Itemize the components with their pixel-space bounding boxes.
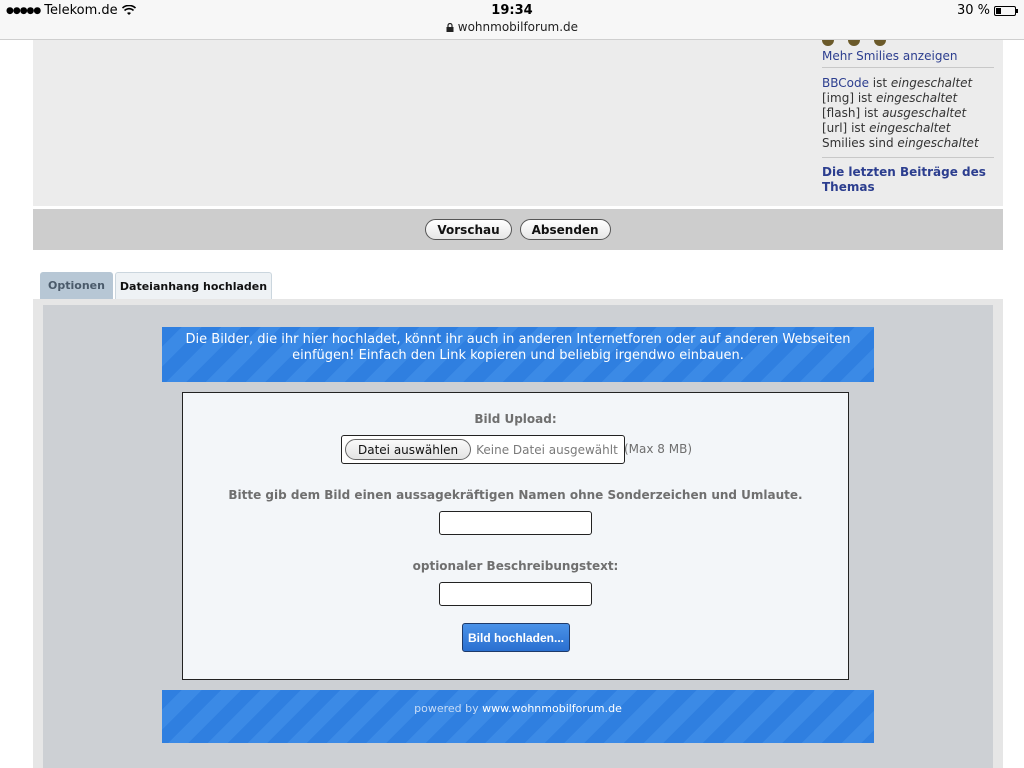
upload-info-banner: Die Bilder, die ihr hier hochladet, könnt ihr auch in anderen Internetforen oder auf anderen Webseiten einfügen! Einfach den Link kopieren und beliebig irgendwo einbauen.	[162, 327, 874, 382]
last-posts-link[interactable]: Die letzten Beiträge des Themas	[822, 165, 986, 194]
signal-dots-icon: ●●●●●	[6, 5, 41, 16]
image-upload-form	[182, 392, 849, 680]
max-size-note: (Max 8 MB)	[624, 442, 693, 456]
more-smilies-link[interactable]: Mehr Smilies anzeigen	[822, 49, 994, 68]
address-bar[interactable]	[0, 20, 1024, 34]
status-right	[957, 3, 1016, 18]
submit-bar	[33, 209, 1003, 250]
file-input[interactable]	[341, 435, 625, 464]
smiley-icon[interactable]	[848, 40, 860, 46]
flash-status: [flash] ist ausgeschaltet	[822, 106, 967, 120]
upload-image-button[interactable]: Bild hochladen...	[462, 623, 570, 652]
tab-attachment-upload[interactable]: Dateianhang hochladen	[115, 272, 272, 299]
no-file-text: Keine Datei ausgewählt	[476, 442, 618, 457]
bbcode-status-list	[822, 68, 994, 158]
upload-footer	[162, 690, 874, 743]
smiley-icon[interactable]	[822, 40, 834, 46]
choose-file-button[interactable]: Datei auswählen	[345, 439, 471, 460]
bild-upload-label: Bild Upload:	[474, 412, 557, 426]
lock-icon	[446, 23, 454, 32]
smilies-status: Smilies sind eingeschaltet	[822, 136, 979, 150]
smilies-strip	[822, 40, 886, 46]
status-bar	[0, 0, 1024, 40]
editor-sidebar	[822, 49, 994, 195]
image-name-input[interactable]	[439, 511, 592, 535]
battery-icon	[994, 6, 1016, 16]
tab-options[interactable]: Optionen	[40, 272, 113, 299]
bbcode-link[interactable]: BBCode	[822, 76, 869, 90]
clock: 19:34	[491, 3, 533, 18]
description-label: optionaler Beschreibungstext:	[412, 559, 619, 573]
smiley-icon[interactable]	[874, 40, 886, 46]
image-name-label: Bitte gib dem Bild einen aussagekräftigen Namen ohne Sonderzeichen und Umlaute.	[228, 488, 803, 502]
carrier-name: Telekom.de	[44, 3, 118, 18]
battery-level	[996, 8, 1001, 14]
img-status: [img] ist eingeschaltet	[822, 91, 958, 105]
bbcode-status: BBCode ist eingeschaltet	[822, 76, 973, 90]
preview-button[interactable]: Vorschau	[425, 219, 511, 240]
description-input[interactable]	[439, 582, 592, 606]
footer-link[interactable]: www.wohnmobilforum.de	[482, 702, 622, 715]
url-text: wohnmobilforum.de	[457, 20, 579, 34]
submit-button[interactable]: Absenden	[520, 219, 611, 240]
powered-by-text: powered by	[414, 702, 483, 715]
url-status: [url] ist eingeschaltet	[822, 121, 951, 135]
battery-percent: 30 %	[956, 3, 990, 18]
